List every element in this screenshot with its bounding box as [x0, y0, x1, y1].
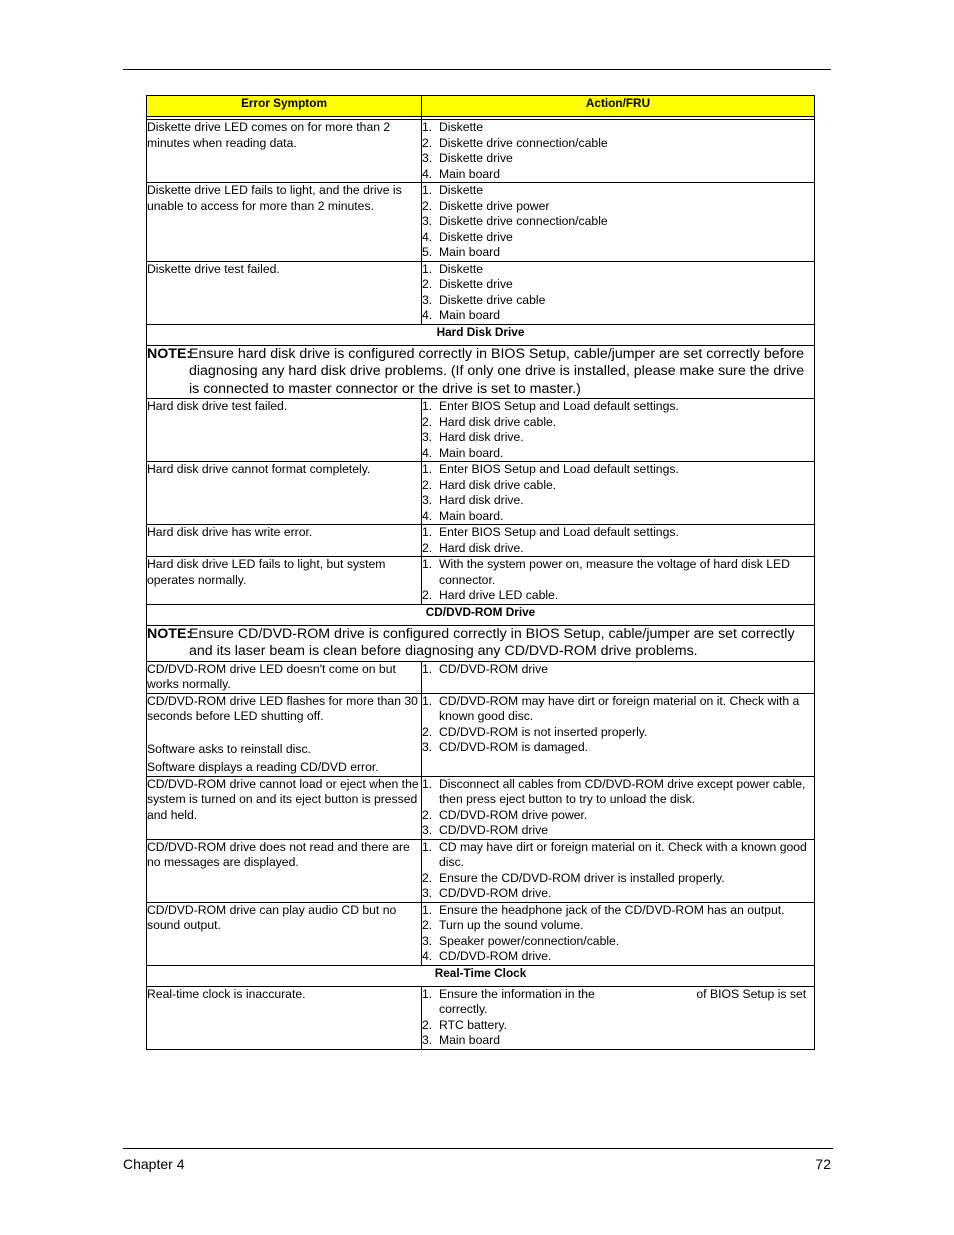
- section-header-row: [147, 604, 815, 625]
- action-text: CD may have dirt or foreign material on it. Check with a known good disc.: [439, 839, 811, 869]
- action-number: 4.: [422, 445, 433, 460]
- action-text: Main board: [439, 308, 500, 322]
- action-text: Hard disk drive cable.: [439, 414, 557, 429]
- action-cell: [422, 986, 815, 1049]
- symptom-cell: [147, 525, 422, 557]
- action-text: Diskette: [439, 261, 484, 276]
- action-list: [422, 777, 814, 839]
- action-item: [422, 918, 814, 934]
- action-text: CD/DVD-ROM drive: [439, 823, 549, 837]
- action-item: [422, 493, 814, 509]
- action-item: [422, 987, 814, 1018]
- symptom-text: CD/DVD-ROM drive LED flashes for more than 30 seconds before LED shutting off.: [147, 693, 418, 723]
- note-block: [147, 346, 814, 399]
- action-item: [422, 777, 814, 808]
- action-list: [422, 987, 814, 1049]
- symptom-text: CD/DVD-ROM drive can play audio CD but no sound output.: [147, 902, 397, 932]
- action-item: [422, 430, 814, 446]
- symptom-cell: [147, 261, 422, 324]
- table-header-row: [147, 96, 815, 117]
- action-list: [422, 840, 814, 902]
- action-item: [422, 262, 814, 278]
- symptom-text: CD/DVD-ROM drive LED doesn't come on but works normally.: [147, 661, 396, 691]
- action-text: CD/DVD-ROM drive: [439, 661, 549, 676]
- action-cell: [422, 525, 815, 557]
- symptom-text: Hard disk drive cannot format completely.: [147, 462, 371, 476]
- action-cell: [422, 120, 815, 183]
- action-item: [422, 199, 814, 215]
- action-number: 2.: [422, 588, 433, 602]
- section-header-row: [147, 324, 815, 345]
- symptom-cell: [147, 120, 422, 183]
- action-item: [422, 446, 814, 462]
- col-header-action-fru: Action/FRU: [422, 96, 815, 117]
- action-text: RTC battery.: [439, 1017, 507, 1032]
- action-item: [422, 293, 814, 309]
- action-number: 3.: [422, 292, 433, 307]
- action-number: 2.: [422, 277, 433, 291]
- action-text: CD/DVD-ROM may have dirt or foreign material on it. Check with a known good disc.: [439, 693, 803, 723]
- action-item: [422, 230, 814, 246]
- action-text: Main board: [439, 166, 500, 181]
- action-list: [422, 462, 814, 524]
- action-text: Ensure the headphone jack of the CD/DVD-ROM has an output.: [439, 902, 785, 917]
- symptom-text: CD/DVD-ROM drive does not read and there are no messages are displayed.: [147, 839, 410, 869]
- action-item: [422, 151, 814, 167]
- table-row: [147, 557, 815, 605]
- action-cell: [422, 462, 815, 525]
- action-number: 3.: [422, 1033, 433, 1047]
- action-number: 1.: [422, 399, 433, 413]
- action-item: [422, 525, 814, 541]
- action-item: [422, 167, 814, 183]
- action-cell: [422, 693, 815, 776]
- symptom-cell: [147, 661, 422, 693]
- symptom-text: Real-time clock is inaccurate.: [147, 986, 306, 1001]
- action-cell: [422, 261, 815, 324]
- symptom-cell: [147, 399, 422, 462]
- action-list: [422, 262, 814, 324]
- symptom-cell: [147, 183, 422, 262]
- action-number: 4.: [422, 166, 433, 181]
- action-number: 3.: [422, 493, 433, 507]
- action-item: [422, 277, 814, 293]
- symptom-cell: [147, 776, 422, 839]
- action-text: Hard disk drive cable.: [439, 477, 557, 492]
- action-text: Disconnect all cables from CD/DVD-ROM drive except power cable, then press eject button to try to unload the disk.: [439, 776, 809, 806]
- col-header-error-symptom: Error Symptom: [147, 96, 422, 117]
- action-item: [422, 136, 814, 152]
- action-text: Diskette: [439, 120, 484, 134]
- note-block: [147, 626, 814, 661]
- action-item: [422, 462, 814, 478]
- action-number: 3.: [422, 214, 433, 228]
- table-row: [147, 525, 815, 557]
- action-number: 4.: [422, 308, 433, 322]
- symptom-text: Software asks to reinstall disc.: [147, 741, 311, 756]
- action-list: [422, 903, 814, 965]
- action-item: [422, 949, 814, 965]
- table-row: [147, 693, 815, 776]
- action-number: 1.: [422, 525, 433, 539]
- action-text: Diskette drive cable: [439, 292, 546, 307]
- note-text: Ensure hard disk drive is configured correctly in BIOS Setup, cable/jumper are set correctly before diagnosing any hard disk drive problems. (If only one drive is installed, please make sure the drive is connected to master connector or the drive is set to master.): [189, 345, 805, 397]
- footer-chapter: Chapter 4: [123, 1156, 185, 1172]
- action-cell: [422, 776, 815, 839]
- table-row: [147, 986, 815, 1049]
- action-text: Diskette drive power: [439, 198, 550, 213]
- action-number: 2.: [422, 724, 433, 739]
- symptom-text: Diskette drive LED fails to light, and the drive is unable to access for more than 2 minutes.: [147, 183, 402, 213]
- symptom-text: Diskette drive LED comes on for more than 2 minutes when reading data.: [147, 120, 391, 150]
- action-item: [422, 183, 814, 199]
- action-number: 1.: [422, 261, 433, 276]
- action-number: 1.: [422, 183, 433, 197]
- action-item: [422, 934, 814, 950]
- symptom-cell: [147, 462, 422, 525]
- symptom-cell: [147, 557, 422, 605]
- note-label: NOTE:: [147, 625, 192, 642]
- section-title: Hard Disk Drive: [147, 324, 815, 345]
- section-header-row: [147, 965, 815, 986]
- table-row: [147, 902, 815, 965]
- action-item: [422, 308, 814, 324]
- action-item: [422, 903, 814, 919]
- action-list: [422, 694, 814, 756]
- symptom-text: Diskette drive test failed.: [147, 261, 280, 276]
- action-number: 4.: [422, 949, 433, 963]
- action-list: [422, 120, 814, 182]
- action-text: Ensure the CD/DVD-ROM driver is installed properly.: [439, 870, 725, 885]
- action-item: [422, 541, 814, 557]
- action-cell: [422, 557, 815, 605]
- table-row: [147, 120, 815, 183]
- action-number: 3.: [422, 740, 433, 754]
- action-number: 1.: [422, 902, 433, 917]
- symptom-text: Software displays a reading CD/DVD error.: [147, 760, 379, 774]
- action-text: Diskette drive: [439, 229, 513, 244]
- action-number: 1.: [422, 557, 433, 571]
- action-item: [422, 662, 814, 678]
- action-number: 2.: [422, 540, 433, 555]
- action-number: 3.: [422, 886, 433, 900]
- action-number: 3.: [422, 823, 433, 837]
- action-number: 4.: [422, 229, 433, 244]
- symptom-cell: [147, 986, 422, 1049]
- section-title: Real-Time Clock: [147, 965, 815, 986]
- action-text: Main board.: [439, 508, 504, 523]
- action-number: 2.: [422, 477, 433, 492]
- symptom-cell: [147, 839, 422, 902]
- action-number: 3.: [422, 151, 433, 165]
- action-item: [422, 214, 814, 230]
- table-row: [147, 261, 815, 324]
- header-rule: [123, 69, 831, 70]
- action-number: 1.: [422, 462, 433, 476]
- action-item: [422, 245, 814, 261]
- action-number: 3.: [422, 933, 433, 948]
- action-number: 2.: [422, 414, 433, 429]
- action-item: [422, 1018, 814, 1034]
- action-number: 1.: [422, 986, 433, 1001]
- action-item: [422, 1033, 814, 1049]
- action-cell: [422, 661, 815, 693]
- note-row: [147, 625, 815, 661]
- action-item: [422, 478, 814, 494]
- action-list: [422, 662, 814, 678]
- table-row: [147, 839, 815, 902]
- action-cell: [422, 902, 815, 965]
- table-row: [147, 776, 815, 839]
- symptom-text: CD/DVD-ROM drive cannot load or eject when the system is turned on and its eject button is pressed and held.: [147, 776, 419, 822]
- footer-page-number: 72: [815, 1156, 831, 1172]
- symptom-cell: [147, 902, 422, 965]
- action-item: [422, 415, 814, 431]
- action-text: Diskette drive: [439, 277, 513, 291]
- troubleshooting-table: [146, 95, 815, 1050]
- action-text: Enter BIOS Setup and Load default settings.: [439, 399, 679, 413]
- action-list: [422, 399, 814, 461]
- action-number: 1.: [422, 120, 433, 134]
- action-number: 1.: [422, 661, 433, 676]
- action-list: [422, 525, 814, 556]
- action-text: CD/DVD-ROM drive.: [439, 886, 552, 900]
- action-item: [422, 399, 814, 415]
- action-item: [422, 557, 814, 588]
- action-text: CD/DVD-ROM is damaged.: [439, 740, 588, 754]
- action-text: With the system power on, measure the voltage of hard disk LED connector.: [439, 557, 794, 587]
- action-number: 5.: [422, 245, 433, 259]
- action-item: [422, 823, 814, 839]
- symptom-text: Hard disk drive LED fails to light, but system operates normally.: [147, 557, 386, 587]
- action-text: Hard drive LED cable.: [439, 588, 559, 602]
- action-text: Enter BIOS Setup and Load default settings.: [439, 525, 679, 539]
- action-number: 2.: [422, 1017, 433, 1032]
- action-text: Diskette drive connection/cable: [439, 135, 608, 150]
- action-text: CD/DVD-ROM is not inserted properly.: [439, 724, 648, 739]
- action-item: [422, 886, 814, 902]
- table-row: [147, 462, 815, 525]
- action-text: Main board: [439, 245, 500, 259]
- action-item: [422, 509, 814, 525]
- action-text: CD/DVD-ROM drive power.: [439, 807, 588, 822]
- action-number: 3.: [422, 430, 433, 444]
- note-row: [147, 345, 815, 399]
- action-number: 2.: [422, 870, 433, 885]
- action-text: Hard disk drive.: [439, 430, 524, 444]
- symptom-cell: [147, 693, 422, 776]
- action-number: 1.: [422, 693, 433, 708]
- action-text: Main board: [439, 1033, 500, 1047]
- action-text: Ensure the information in the of BIOS Setup is set correctly.: [439, 986, 810, 1016]
- symptom-text: Hard disk drive test failed.: [147, 399, 288, 413]
- action-text: Speaker power/connection/cable.: [439, 933, 620, 948]
- action-text: Main board.: [439, 445, 504, 460]
- note-text: Ensure CD/DVD-ROM drive is configured correctly in BIOS Setup, cable/jumper are set correctly and its laser beam is clean before diagnosing any CD/DVD-ROM drive problems.: [189, 625, 795, 659]
- action-text: Diskette drive: [439, 151, 513, 165]
- action-list: [422, 183, 814, 261]
- action-text: Turn up the sound volume.: [439, 918, 584, 932]
- action-number: 2.: [422, 135, 433, 150]
- action-number: 2.: [422, 918, 433, 932]
- action-cell: [422, 183, 815, 262]
- action-item: [422, 840, 814, 871]
- table-row: [147, 661, 815, 693]
- action-text: Diskette drive connection/cable: [439, 214, 608, 228]
- action-item: [422, 740, 814, 756]
- action-text: Hard disk drive.: [439, 540, 524, 555]
- action-text: Hard disk drive.: [439, 493, 524, 507]
- action-number: 1.: [422, 776, 433, 791]
- action-list: [422, 557, 814, 604]
- action-number: 4.: [422, 508, 433, 523]
- action-cell: [422, 399, 815, 462]
- table-row: [147, 399, 815, 462]
- action-text: CD/DVD-ROM drive.: [439, 949, 552, 963]
- symptom-text: Hard disk drive has write error.: [147, 525, 313, 539]
- note-label: NOTE:: [147, 345, 192, 362]
- action-text: Enter BIOS Setup and Load default settings.: [439, 462, 679, 476]
- action-number: 1.: [422, 839, 433, 854]
- table-row: [147, 183, 815, 262]
- action-number: 2.: [422, 807, 433, 822]
- action-item: [422, 725, 814, 741]
- table-body: [147, 120, 815, 1050]
- section-title: CD/DVD-ROM Drive: [147, 604, 815, 625]
- action-text: Diskette: [439, 183, 484, 197]
- action-item: [422, 694, 814, 725]
- footer-rule: [123, 1148, 833, 1149]
- action-cell: [422, 839, 815, 902]
- action-item: [422, 588, 814, 604]
- action-item: [422, 871, 814, 887]
- action-number: 2.: [422, 198, 433, 213]
- action-item: [422, 120, 814, 136]
- action-item: [422, 808, 814, 824]
